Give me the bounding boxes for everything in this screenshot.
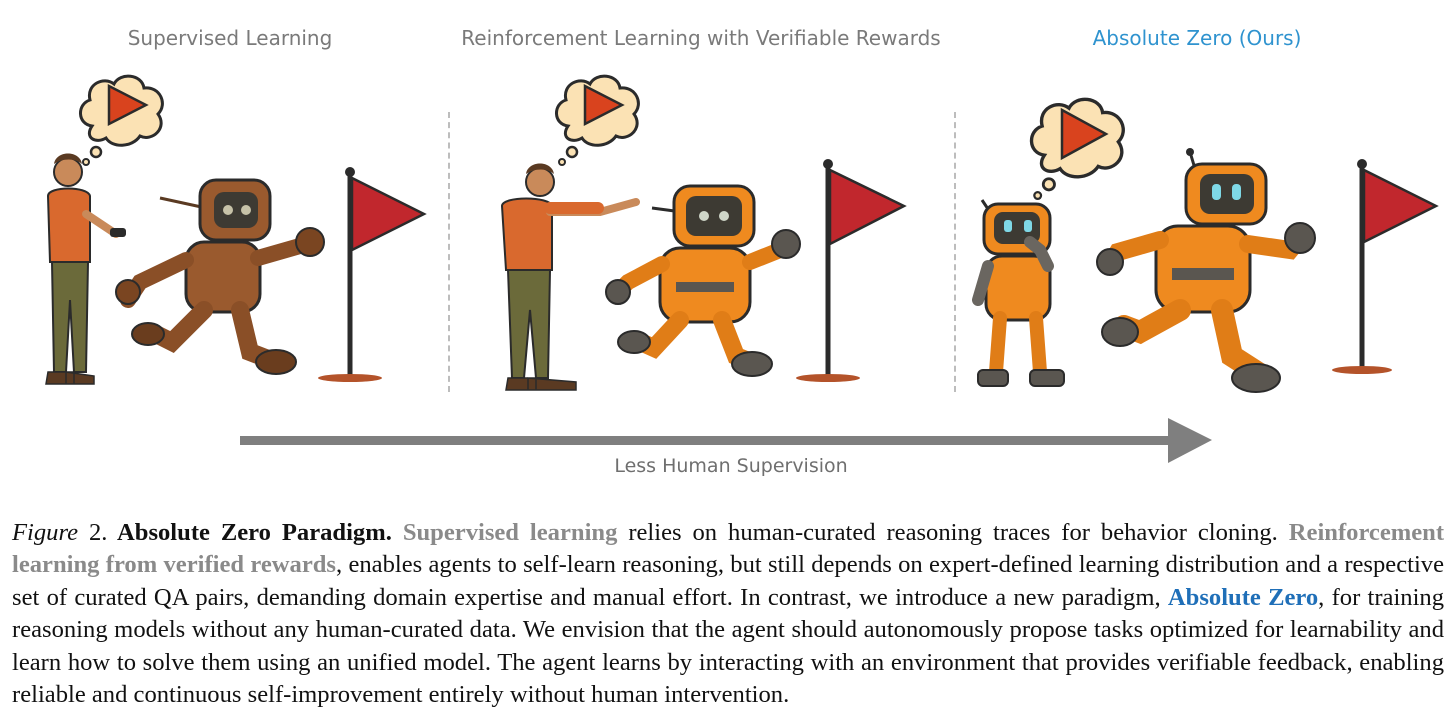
figure-caption — [12, 517, 1444, 711]
robot-icon — [1097, 148, 1315, 392]
arrow-label: Less Human Supervision — [614, 455, 848, 477]
term-absolute-zero: Absolute Zero — [1167, 583, 1319, 611]
caption-text: , for training reasoning models without any human-curated data. We envision that the agent should autonomously propose tasks optimized for learnability and learn how to solve them using an unified model. The agent learns by interacting with an environment that provides verifiable feedback, enabling reliable and continuous self-improvement entirely without human intervention. — [12, 583, 1445, 709]
panel-title-supervised: Supervised Learning — [127, 26, 333, 50]
robot-icon — [116, 180, 324, 374]
thought-bubble-icon — [80, 76, 162, 165]
human-icon — [46, 154, 126, 385]
flag-icon — [796, 159, 904, 382]
caption-text: relies on human-curated reasoning traces for behavior cloning. — [617, 519, 1289, 546]
term-supervised: Supervised learning — [402, 519, 618, 546]
figure-number: 2. — [78, 519, 108, 546]
panel-title-absolute-zero: Absolute Zero (Ours) — [1092, 26, 1302, 50]
caption-text: , enables agents to self-learn reasoning, but still depends on expert-defined learning distribution and a respective set of curated QA pairs, demanding domain expertise and manual effort. In contrast, we introduce a new paradigm, — [12, 551, 1445, 611]
term-rl: Reinforcement learning from verified rewards — [12, 519, 1445, 579]
thought-bubble-icon — [556, 76, 638, 165]
robot-icon — [606, 186, 800, 376]
panel-title-rlvr: Reinforcement Learning with Verifiable Rewards — [461, 26, 941, 50]
figure-label: Figure — [12, 519, 79, 546]
caption-title: Absolute Zero Paradigm. — [107, 519, 392, 546]
caption-text — [392, 519, 403, 546]
flag-icon — [1332, 159, 1436, 374]
human-icon — [502, 164, 636, 391]
robot-icon — [978, 200, 1064, 386]
flag-icon — [318, 167, 424, 382]
